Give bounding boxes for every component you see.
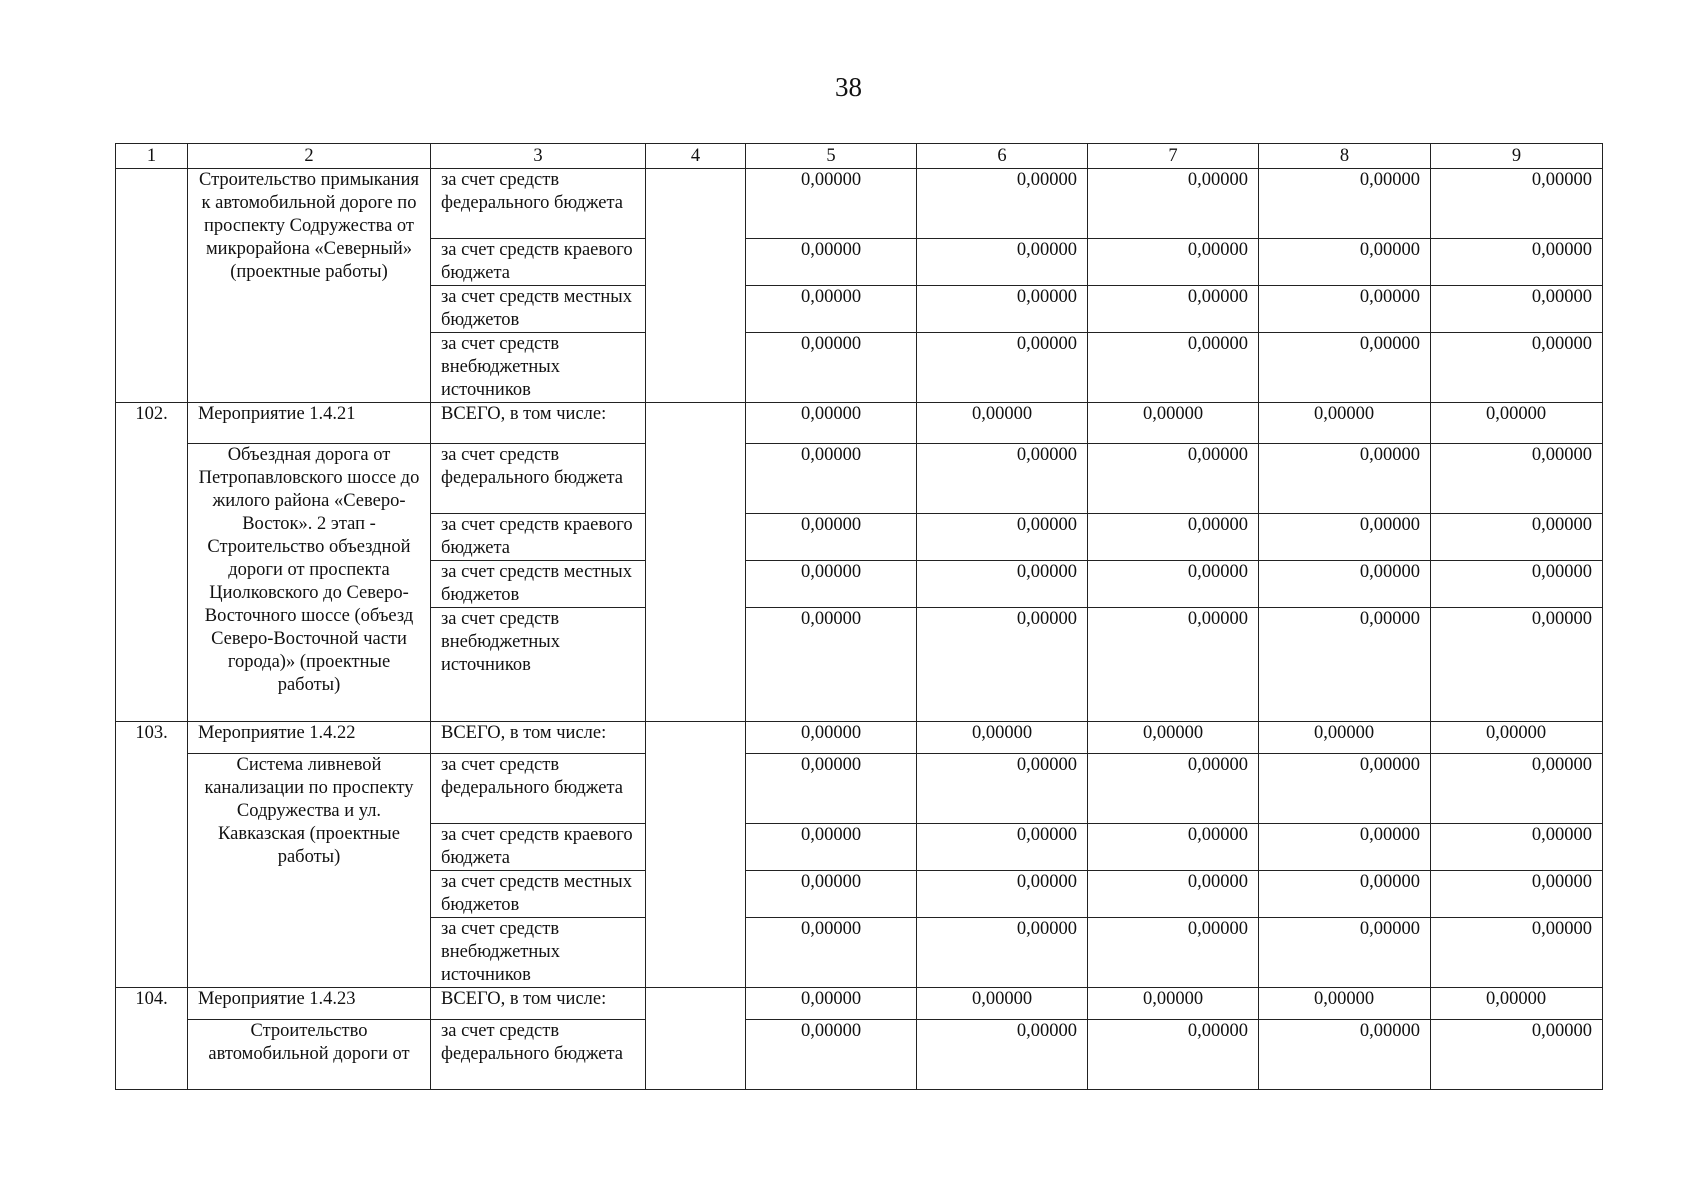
value-cell: 0,00000 — [746, 1020, 917, 1090]
value-cell: 0,00000 — [917, 754, 1088, 824]
source-label: за счет средств внебюджетных источников — [431, 608, 646, 722]
value-cell: 0,00000 — [1088, 333, 1259, 403]
value-cell: 0,00000 — [1088, 514, 1259, 561]
activity-title: Мероприятие 1.4.21 — [188, 403, 431, 444]
value-cell: 0,00000 — [1259, 824, 1431, 871]
header-cell: 5 — [746, 144, 917, 169]
value-cell: 0,00000 — [917, 514, 1088, 561]
value-cell: 0,00000 — [1259, 871, 1431, 918]
total-value-cell: 0,00000 — [1431, 403, 1603, 444]
value-cell: 0,00000 — [1088, 608, 1259, 722]
value-cell: 0,00000 — [1259, 239, 1431, 286]
value-cell: 0,00000 — [1259, 608, 1431, 722]
table-row — [116, 403, 1603, 444]
column-4-cell — [646, 403, 746, 722]
value-cell: 0,00000 — [1259, 1020, 1431, 1090]
value-cell: 0,00000 — [746, 444, 917, 514]
source-label: за счет средств федерального бюджета — [431, 169, 646, 239]
total-value-cell: 0,00000 — [917, 722, 1088, 754]
value-cell: 0,00000 — [1088, 561, 1259, 608]
table-row — [116, 988, 1603, 1020]
value-cell: 0,00000 — [1088, 824, 1259, 871]
value-cell: 0,00000 — [1431, 608, 1603, 722]
value-cell: 0,00000 — [1088, 918, 1259, 988]
value-cell: 0,00000 — [917, 444, 1088, 514]
value-cell: 0,00000 — [1431, 239, 1603, 286]
header-cell: 8 — [1259, 144, 1431, 169]
total-value-cell: 0,00000 — [746, 403, 917, 444]
total-value-cell: 0,00000 — [746, 988, 917, 1020]
value-cell: 0,00000 — [746, 824, 917, 871]
value-cell: 0,00000 — [1088, 169, 1259, 239]
value-cell: 0,00000 — [1431, 333, 1603, 403]
source-label: за счет средств федерального бюджета — [431, 754, 646, 824]
value-cell: 0,00000 — [917, 1020, 1088, 1090]
value-cell: 0,00000 — [1259, 444, 1431, 514]
source-label: ВСЕГО, в том числе: — [431, 403, 646, 444]
row-number — [116, 169, 188, 403]
value-cell: 0,00000 — [746, 514, 917, 561]
source-label: за счет средств внебюджетных источников — [431, 918, 646, 988]
value-cell: 0,00000 — [746, 871, 917, 918]
total-value-cell: 0,00000 — [1088, 988, 1259, 1020]
table-body — [116, 144, 1603, 1090]
row-number: 104. — [116, 988, 188, 1090]
activity-description: Строительство автомобильной дороги от — [188, 1020, 431, 1090]
column-4-cell — [646, 988, 746, 1090]
header-cell: 2 — [188, 144, 431, 169]
value-cell: 0,00000 — [746, 169, 917, 239]
program-table — [115, 143, 1603, 1090]
value-cell: 0,00000 — [1431, 514, 1603, 561]
activity-title: Мероприятие 1.4.23 — [188, 988, 431, 1020]
source-label: за счет средств федерального бюджета — [431, 444, 646, 514]
total-value-cell: 0,00000 — [1259, 722, 1431, 754]
value-cell: 0,00000 — [746, 561, 917, 608]
header-cell: 9 — [1431, 144, 1603, 169]
activity-description: Система ливневой канализации по проспекту Содружества и ул. Кавказская (проектные работы) — [188, 754, 431, 988]
value-cell: 0,00000 — [917, 824, 1088, 871]
total-value-cell: 0,00000 — [1088, 722, 1259, 754]
table-row — [116, 169, 1603, 239]
total-value-cell: 0,00000 — [1088, 403, 1259, 444]
activity-title: Мероприятие 1.4.22 — [188, 722, 431, 754]
value-cell: 0,00000 — [1259, 514, 1431, 561]
value-cell: 0,00000 — [917, 918, 1088, 988]
value-cell: 0,00000 — [1259, 754, 1431, 824]
value-cell: 0,00000 — [1431, 754, 1603, 824]
value-cell: 0,00000 — [746, 333, 917, 403]
total-value-cell: 0,00000 — [1259, 988, 1431, 1020]
value-cell: 0,00000 — [1259, 918, 1431, 988]
value-cell: 0,00000 — [1088, 444, 1259, 514]
source-label: за счет средств краевого бюджета — [431, 239, 646, 286]
source-label: ВСЕГО, в том числе: — [431, 988, 646, 1020]
header-cell: 6 — [917, 144, 1088, 169]
value-cell: 0,00000 — [1431, 286, 1603, 333]
value-cell: 0,00000 — [1259, 561, 1431, 608]
value-cell: 0,00000 — [1431, 169, 1603, 239]
value-cell: 0,00000 — [746, 918, 917, 988]
value-cell: 0,00000 — [917, 333, 1088, 403]
table-row — [116, 722, 1603, 754]
header-cell: 1 — [116, 144, 188, 169]
source-label: за счет средств федерального бюджета — [431, 1020, 646, 1090]
value-cell: 0,00000 — [1088, 1020, 1259, 1090]
value-cell: 0,00000 — [746, 754, 917, 824]
value-cell: 0,00000 — [1431, 444, 1603, 514]
source-label: за счет средств местных бюджетов — [431, 871, 646, 918]
source-label: за счет средств краевого бюджета — [431, 514, 646, 561]
value-cell: 0,00000 — [1088, 286, 1259, 333]
value-cell: 0,00000 — [1259, 286, 1431, 333]
value-cell: 0,00000 — [1088, 239, 1259, 286]
table-row — [116, 754, 1603, 824]
column-4-cell — [646, 722, 746, 988]
value-cell: 0,00000 — [1259, 169, 1431, 239]
header-cell: 7 — [1088, 144, 1259, 169]
value-cell: 0,00000 — [1259, 333, 1431, 403]
row-number: 102. — [116, 403, 188, 722]
table-row — [116, 444, 1603, 514]
value-cell: 0,00000 — [917, 169, 1088, 239]
value-cell: 0,00000 — [917, 239, 1088, 286]
total-value-cell: 0,00000 — [746, 722, 917, 754]
source-label: за счет средств местных бюджетов — [431, 561, 646, 608]
header-cell: 3 — [431, 144, 646, 169]
activity-description: Строительство примыкания к автомобильной дороге по проспекту Содружества от микрорайона «Северный» (проектные работы) — [188, 169, 431, 403]
source-label: за счет средств внебюджетных источников — [431, 333, 646, 403]
source-label: за счет средств местных бюджетов — [431, 286, 646, 333]
total-value-cell: 0,00000 — [917, 403, 1088, 444]
value-cell: 0,00000 — [917, 286, 1088, 333]
page-number: 38 — [835, 72, 862, 102]
value-cell: 0,00000 — [746, 239, 917, 286]
header-cell: 4 — [646, 144, 746, 169]
source-label: ВСЕГО, в том числе: — [431, 722, 646, 754]
total-value-cell: 0,00000 — [1259, 403, 1431, 444]
total-value-cell: 0,00000 — [1431, 722, 1603, 754]
source-label: за счет средств краевого бюджета — [431, 824, 646, 871]
value-cell: 0,00000 — [1088, 871, 1259, 918]
value-cell: 0,00000 — [1431, 871, 1603, 918]
value-cell: 0,00000 — [746, 608, 917, 722]
value-cell: 0,00000 — [917, 608, 1088, 722]
value-cell: 0,00000 — [917, 561, 1088, 608]
value-cell: 0,00000 — [1431, 824, 1603, 871]
total-value-cell: 0,00000 — [1431, 988, 1603, 1020]
value-cell: 0,00000 — [746, 286, 917, 333]
column-4-cell — [646, 169, 746, 403]
row-number: 103. — [116, 722, 188, 988]
value-cell: 0,00000 — [1431, 918, 1603, 988]
activity-description: Объездная дорога от Петропавловского шоссе до жилого района «Северо-Восток». 2 этап - Строительство объездной дороги от проспекта Циолковского до Северо-Восточного шоссе (объезд Северо-Восточной части города)» (проектные работы) — [188, 444, 431, 722]
table-row — [116, 1020, 1603, 1090]
total-value-cell: 0,00000 — [917, 988, 1088, 1020]
value-cell: 0,00000 — [1431, 561, 1603, 608]
value-cell: 0,00000 — [1431, 1020, 1603, 1090]
value-cell: 0,00000 — [1088, 754, 1259, 824]
value-cell: 0,00000 — [917, 871, 1088, 918]
header-row — [116, 144, 1603, 169]
